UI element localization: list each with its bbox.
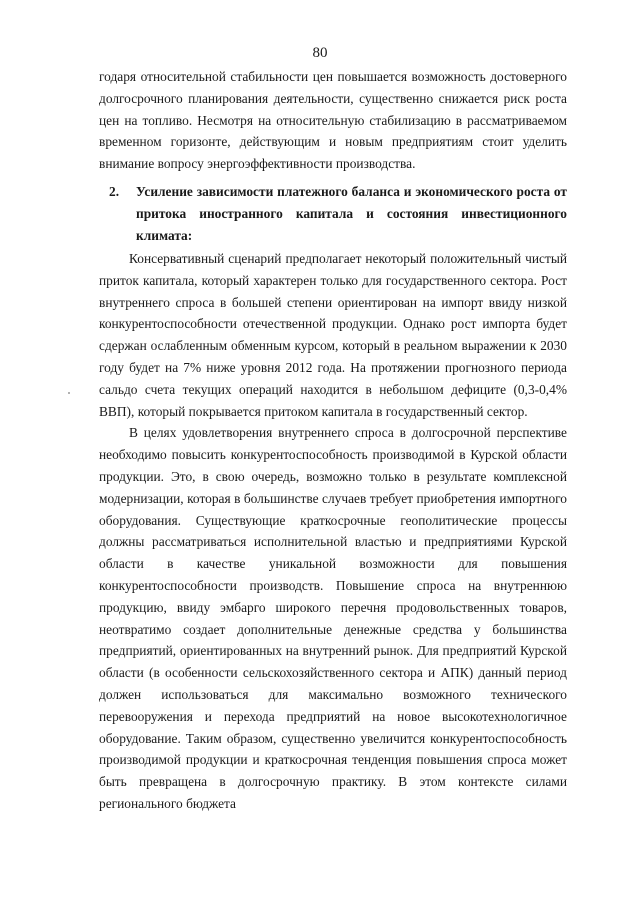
page-number: 80 [312, 45, 328, 61]
page-body [99, 66, 567, 815]
paragraph-2: Консервативный сценарий предполагает некоторый положительный чистый приток капитала, который характерен только для государственного сектора. Рост внутреннего спроса в большей степени ориентирован на импорт ввиду низкой конкурентоспособности отечественной продукции. Однако рост импорта будет сдержан ослабленным обменным курсом, который в реальном выражении к 2030 году будет на 7% ниже уровня 2012 года. На протяжении прогнозного периода сальдо счета текущих операций находится в небольшом дефиците (0,3-0,4% ВВП), который покрывается притоком капитала в государственный сектор. [99, 250, 567, 419]
section-heading-text: Усиление зависимости платежного баланса и экономического роста от притока иностранного капитала и состояния инвестиционного климата: [136, 183, 567, 243]
paragraph-1: годаря относительной стабильности цен повышается возможность достоверного долгосрочного планирования деятельности, существенно снижается риск роста цен на топливо. Несмотря на относительную стабилизацию в рассматриваемом временном горизонте, действующим и новым предприятиям стоит уделить внимание вопросу энергоэффективности производства. [99, 69, 567, 172]
section-heading [99, 181, 567, 247]
section-heading-number: 2. [109, 183, 120, 199]
scan-speck [68, 392, 70, 394]
paragraph-3: В целях удовлетворения внутреннего спроса в долгосрочной перспективе необходимо повысить конкурентоспособность производимой в Курской области продукции. Это, в свою очередь, возможно только в результате комплексной модернизации, которая в большинстве случаев требует приобретения импортного оборудования. Существующие краткосрочные геополитические процессы должны рассматриваться исполнительной властью и предприятиями Курской области в качестве уникальной возможности для повышения конкурентоспособности производств. Повышение спроса на внутреннюю продукцию, ввиду эмбарго широкого перечня продовольственных товаров, неотвратимо создает дополнительные денежные средства у большинства предприятий, ориентированных на внутренний рынок. Для предприятий Курской области (в особенности сельскохозяйственного сектора и АПК) данный период должен использоваться для максимально возможного технического перевооружения и перехода предприятий на новое высокотехнологичное оборудование. Таким образом, существенно увеличится конкурентоспособность производимой продукции и краткосрочная тенденция повышения спроса может быть превращена в долгосрочную практику. В этом контексте силами регионального бюджета [99, 425, 567, 811]
